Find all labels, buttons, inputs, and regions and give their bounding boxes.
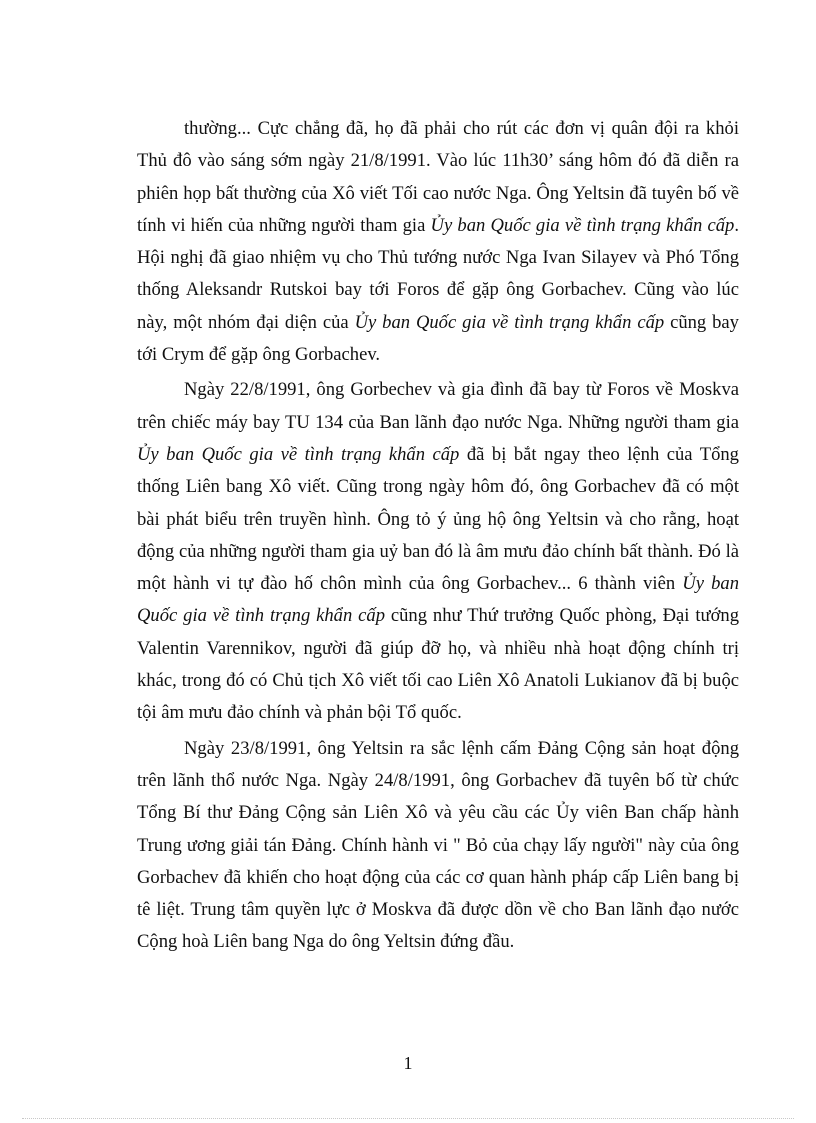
italic-committee-name: Ủy ban Quốc gia về tình trạng khẩn cấp [354, 311, 665, 333]
paragraph [137, 374, 739, 729]
italic-committee-name: Ủy ban Quốc gia về tình trạng khẩn cấp [430, 214, 735, 236]
paragraph [137, 113, 739, 371]
text-run: cũng như Thứ trưởng Quốc phòng, Đại tướng Valentin Varennikov, người đã giúp đỡ họ, và nhiều nhà hoạt động chính trị khác, trong đó có Chủ tịch Xô viết tối cao Liên Xô Anatoli Lukianov đã bị buộc tội âm mưu đảo chính và phản bội Tổ quốc. [137, 605, 739, 724]
text-run: đã bị bắt ngay theo lệnh của Tổng thống Liên bang Xô viết. Cũng trong ngày hôm đó, ông Gorbachev đã có một bài phát biểu trên truyền hình. Ông tỏ ý ủng hộ ông Yeltsin và cho rằng, hoạt động của những người tham gia uỷ ban đó là âm mưu đảo chính bất thành. Đó là một hành vi tự đào hố chôn mình của ông Gorbachev... 6 thành viên [137, 443, 739, 595]
italic-committee-name: Ủy ban Quốc gia về tình trạng khẩn cấp [137, 573, 739, 627]
text-run: cũng bay tới Crym để gặp ông Gorbachev. [137, 311, 739, 366]
text-run: thường... Cực chẳng đã, họ đã phải cho rút các đơn vị quân đội ra khỏi Thủ đô vào sáng sớm ngày 21/8/1991. Vào lúc 11h30’ sáng hôm đó đã diễn ra phiên họp bất thường của Xô viết Tối cao nước Nga. Ông Yeltsin đã tuyên bố về tính vi hiến của những người tham gia [137, 118, 739, 236]
text-run: Ngày 22/8/1991, ông Gorbechev và gia đình đã bay từ Foros về Moskva trên chiếc máy bay TU 134 của Ban lãnh đạo nước Nga. Những người tham gia [137, 379, 739, 433]
page-bottom-border [22, 1118, 794, 1119]
italic-committee-name: Ủy ban Quốc gia về tình trạng khẩn cấp [137, 443, 460, 465]
text-run: . Hội nghị đã giao nhiệm vụ cho Thủ tướng nước Nga Ivan Silayev và Phó Tổng thống Aleksandr Rutskoi bay tới Foros để gặp ông Gorbachev. Cũng vào lúc này, một nhóm đại diện của [137, 214, 739, 333]
body-text [137, 113, 739, 962]
page-number: 1 [403, 1053, 413, 1073]
paragraph [137, 733, 739, 959]
text-run: Ngày 23/8/1991, ông Yeltsin ra sắc lệnh cấm Đảng Cộng sản hoạt động trên lãnh thổ nước Nga. Ngày 24/8/1991, ông Gorbachev đã tuyên bố từ chức Tổng Bí thư Đảng Cộng sản Liên Xô và yêu cầu các Ủy viên Ban chấp hành Trung ương giải tán Đảng. Chính hành vi " Bỏ của chạy lấy người" này của ông Gorbachev đã khiến cho hoạt động của các cơ quan hành pháp cấp Liên bang bị tê liệt. Trung tâm quyền lực ở Moskva đã được dồn về cho Ban lãnh đạo nước Cộng hoà Liên bang Nga do ông Yeltsin đứng đầu. [137, 737, 739, 953]
